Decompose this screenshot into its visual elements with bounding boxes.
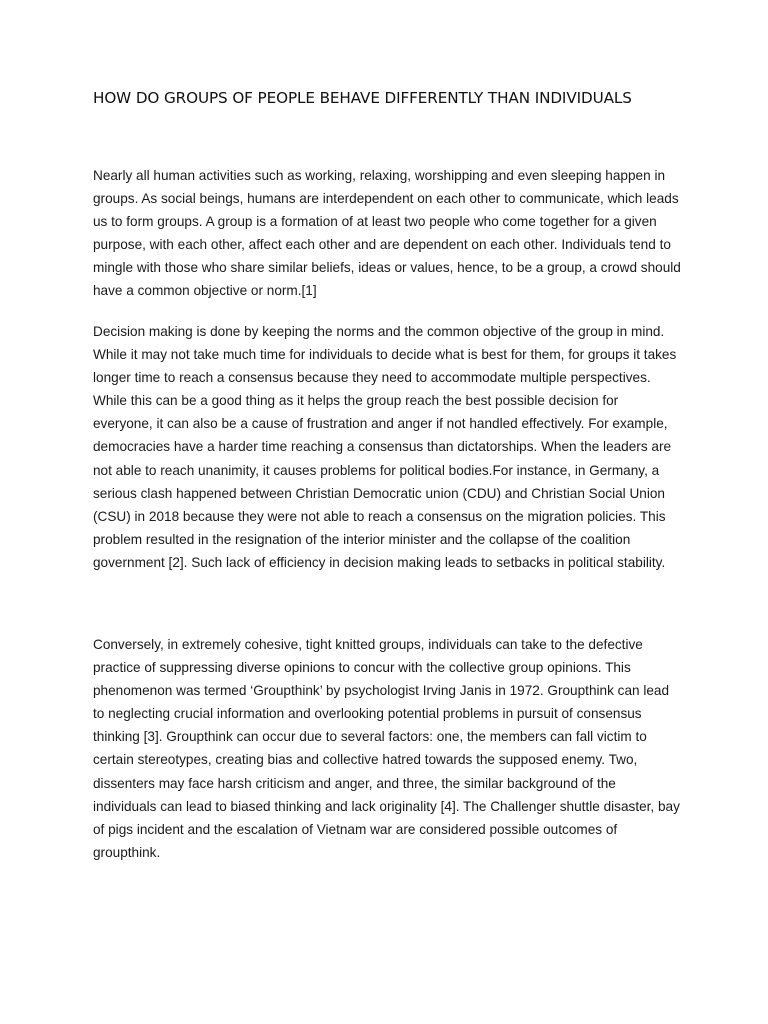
paragraph-intro: Nearly all human activities such as working, relaxing, worshipping and even sleeping happen in groups. As social beings, humans are interdependent on each other to communicate, which leads us to form groups. A group is a formation of at least two people who come together for a given purpose, with each other, affect each other and are dependent on each other. Individuals tend to mingle with those who share similar beliefs, ideas or values, hence, to be a group, a crowd should have a common objective or norm.[1]: [93, 168, 681, 299]
paragraph-groupthink: Conversely, in extremely cohesive, tight knitted groups, individuals can take to the defective practice of suppressing diverse opinions to concur with the collective group opinions. This phenomenon was termed ‘Groupthink’ by psychologist Irving Janis in 1972. Groupthink can lead to neglecting crucial information and overlooking potential problems in pursuit of consensus thinking [3]. Groupthink can occur due to several factors: one, the members can fall victim to certain stereotypes, creating bias and collective hatred towards the supposed enemy. Two, dissenters may face harsh criticism and anger, and three, the similar background of the individuals can lead to biased thinking and lack originality [4]. The Challenger shuttle disaster, bay of pigs incident and the escalation of Vietnam war are considered possible outcomes of groupthink.: [93, 637, 680, 860]
paragraph-decision-making: Decision making is done by keeping the norms and the common objective of the group in mind. While it may not take much time for individuals to decide what is best for them, for groups it takes longer time to reach a consensus because they need to accommodate multiple perspectives. While this can be a good thing as it helps the group reach the best possible decision for everyone, it can also be a cause of frustration and anger if not handled effectively. For example, democracies have a harder time reaching a consensus than dictatorships. When the leaders are not able to reach unanimity, it causes problems for political bodies.For instance, in Germany, a serious clash happened between Christian Democratic union (CDU) and Christian Social Union (CSU) in 2018 because they were not able to reach a consensus on the migration policies. This problem resulted in the resignation of the interior minister and the collapse of the coalition government [2]. Such lack of efficiency in decision making leads to setbacks in political stability.: [93, 324, 677, 570]
document-title: HOW DO GROUPS OF PEOPLE BEHAVE DIFFERENTLY THAN INDIVIDUALS: [93, 89, 632, 107]
